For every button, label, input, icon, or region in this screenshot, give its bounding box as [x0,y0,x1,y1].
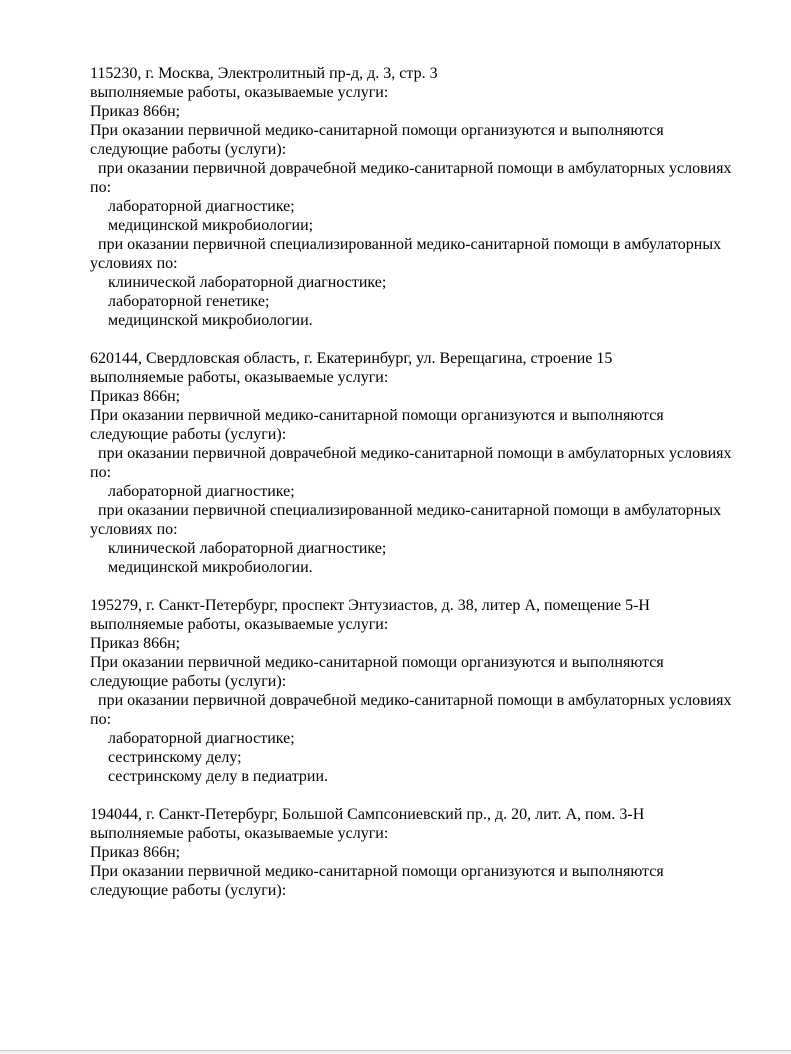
order-reference: Приказ 866н; [90,103,181,120]
order-reference: Приказ 866н; [90,635,181,652]
service-item: клинической лабораторной диагностике; [108,540,387,557]
service-group-title: при оказании первичной доврачебной медико-санитарной помощи в амбулаторных условиях по: [90,160,732,196]
works-label: выполняемые работы, оказываемые услуги: [90,369,389,386]
location-address: 115230, г. Москва, Электролитный пр-д, д. 3, стр. 3 [90,65,438,82]
location-address: 194044, г. Санкт-Петербург, Большой Сампсониевский пр., д. 20, лит. А, пом. 3-Н [90,806,645,823]
service-item: сестринскому делу; [108,749,242,766]
service-item: лабораторной генетике; [108,293,270,310]
service-item: медицинской микробиологии; [108,217,314,234]
service-group-title: при оказании первичной специализированной медико-санитарной помощи в амбулаторных условиях по: [90,502,722,538]
service-item: клинической лабораторной диагностике; [108,274,387,291]
service-groups [90,691,741,786]
order-reference: Приказ 866н; [90,388,181,405]
service-group-title: при оказании первичной специализированной медико-санитарной помощи в амбулаторных условиях по: [90,236,722,272]
license-text-document [90,64,741,919]
location-block [90,805,741,900]
location-address: 195279, г. Санкт-Петербург, проспект Энтузиастов, д. 38, литер А, помещение 5-Н [90,597,650,614]
service-groups [90,444,741,577]
intro-paragraph: При оказании первичной медико-санитарной помощи организуются и выполняются следующие работы (услуги): [90,654,664,690]
locations-list [90,64,741,900]
service-item: медицинской микробиологии. [108,559,313,576]
service-item: лабораторной диагностике; [108,730,295,747]
intro-paragraph: При оказании первичной медико-санитарной помощи организуются и выполняются следующие работы (услуги): [90,407,664,443]
service-groups [90,159,741,330]
bottom-edge-strip [0,1050,791,1054]
location-block [90,64,741,330]
works-label: выполняемые работы, оказываемые услуги: [90,84,389,101]
location-block [90,349,741,577]
service-item: сестринскому делу в педиатрии. [108,768,329,785]
service-item: лабораторной диагностике; [108,483,295,500]
service-item: медицинской микробиологии. [108,312,313,329]
intro-paragraph: При оказании первичной медико-санитарной помощи организуются и выполняются следующие работы (услуги): [90,122,664,158]
service-item: лабораторной диагностике; [108,198,295,215]
location-block [90,596,741,786]
works-label: выполняемые работы, оказываемые услуги: [90,825,389,842]
location-address: 620144, Свердловская область, г. Екатеринбург, ул. Верещагина, строение 15 [90,350,613,367]
service-group-title: при оказании первичной доврачебной медико-санитарной помощи в амбулаторных условиях по: [90,692,732,728]
works-label: выполняемые работы, оказываемые услуги: [90,616,389,633]
intro-paragraph: При оказании первичной медико-санитарной помощи организуются и выполняются следующие работы (услуги): [90,863,664,899]
service-group-title: при оказании первичной доврачебной медико-санитарной помощи в амбулаторных условиях по: [90,445,732,481]
order-reference: Приказ 866н; [90,844,181,861]
